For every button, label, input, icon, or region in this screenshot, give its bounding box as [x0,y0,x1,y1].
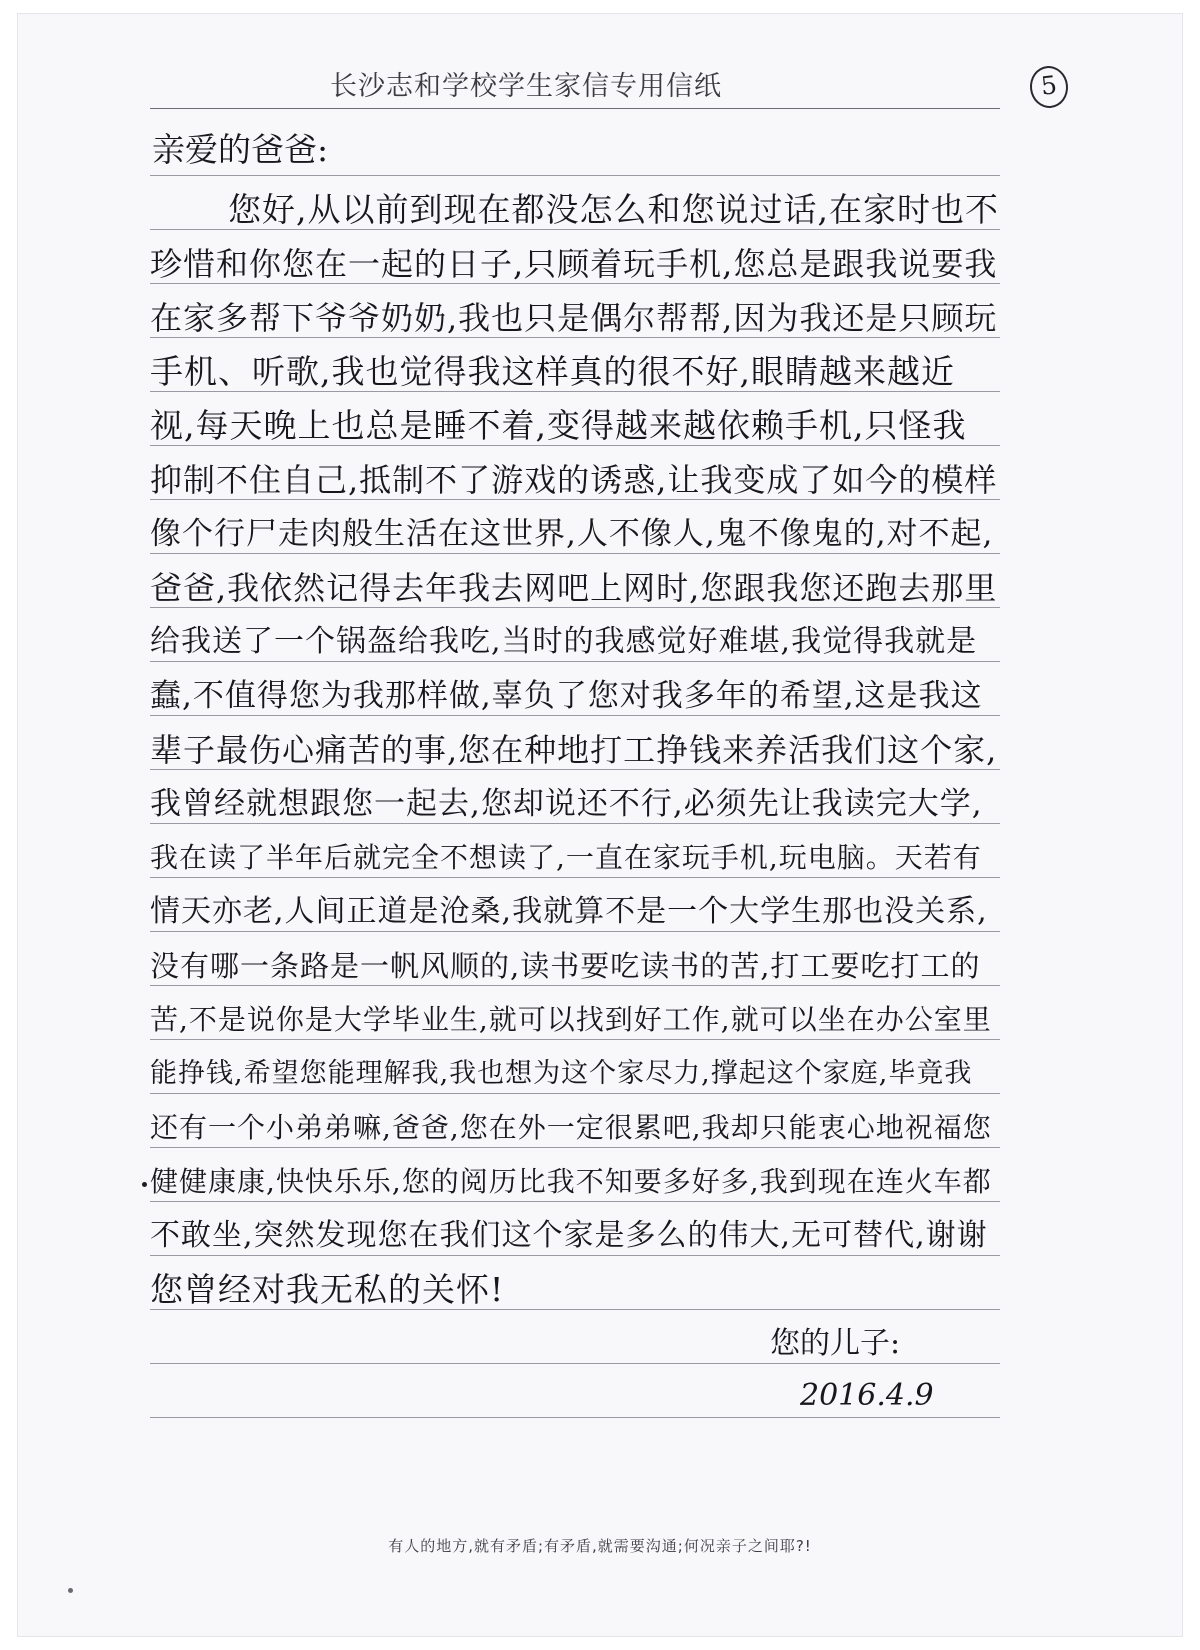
letter-line: 还有一个小弟弟嘛,爸爸,您在外一定很累吧,我却只能衷心地祝福您 [150,1111,992,1144]
letter-line: 给我送了一个锅盔给我吃,当时的我感觉好难堪,我觉得我就是 [150,624,978,659]
letter-salutation: 亲爱的爸爸: [152,130,329,169]
letter-line: 蠢,不值得您为我那样做,辜负了您对我多年的希望,这是我这 [150,678,983,714]
letter-signature: 您的儿子: [770,1326,901,1361]
letter-line: 视,每天晚上也总是睡不着,变得越来越依赖手机,只怪我 [150,406,967,445]
letter-line: 能挣钱,希望您能理解我,我也想为这个家尽力,撑起这个家庭,毕竟我 [150,1058,973,1089]
paper-smudge [68,1588,73,1593]
letter-line: 辈子最伤心痛苦的事,您在种地打工挣钱来养活我们这个家, [150,731,998,769]
ruled-line [150,175,1000,176]
letter-line: 健健康康,快快乐乐,您的阅历比我不知要多好多,我到现在连火车都 [150,1165,992,1198]
ruled-line [150,1363,1000,1364]
letter-line: 抑制不住自己,抵制不了游戏的诱惑,让我变成了如今的模样 [150,461,998,499]
footer-motto: 有人的地方,就有矛盾;有矛盾,就需要沟通;何况亲子之间耶?! [388,1537,812,1555]
letter-line: 苦,不是说你是大学毕业生,就可以找到好工作,就可以坐在办公室里 [150,1003,992,1036]
letterhead-title: 长沙志和学校学生家信专用信纸 [330,71,722,102]
letter-line: 不敢坐,突然发现您在我们这个家是多么的伟大,无可替代,谢谢 [150,1218,988,1253]
ink-dot [142,1182,147,1187]
letter-line: 我在读了半年后就完全不想读了,一直在家玩手机,玩电脑。天若有 [150,841,982,874]
letter-line: 爸爸,我依然记得去年我去网吧上网时,您跟我您还跑去那里 [150,569,998,607]
letter-line: 没有哪一条路是一帆风顺的,读书要吃读书的苦,打工要吃打工的 [150,949,981,983]
letter-line: 手机、听歌,我也觉得我这样真的很不好,眼睛越来越近 [150,352,955,391]
letter-line: 您曾经对我无私的关怀! [150,1270,505,1309]
page-number: 5 [1028,64,1070,110]
letter-date: 2016.4.9 [800,1378,934,1413]
letter-line: 像个行尸走肉般生活在这世界,人不像人,鬼不像鬼的,对不起, [150,516,994,552]
letter-line: 珍惜和你您在一起的日子,只顾着玩手机,您总是跟我说要我 [150,245,998,283]
letter-line: 我曾经就想跟您一起去,您却说还不行,必须先让我读完大学, [150,786,983,822]
letterhead-rule [150,108,1000,109]
letter-line: 在家多帮下爷爷奶奶,我也只是偶尔帮帮,因为我还是只顾玩 [150,299,998,337]
ruled-line [150,1417,1000,1418]
letter-line: 您好,从以前到现在都没怎么和您说过话,在家时也不 [228,190,999,229]
letter-line: 情天亦老,人间正道是沧桑,我就算不是一个大学生那也没关系, [150,894,988,929]
